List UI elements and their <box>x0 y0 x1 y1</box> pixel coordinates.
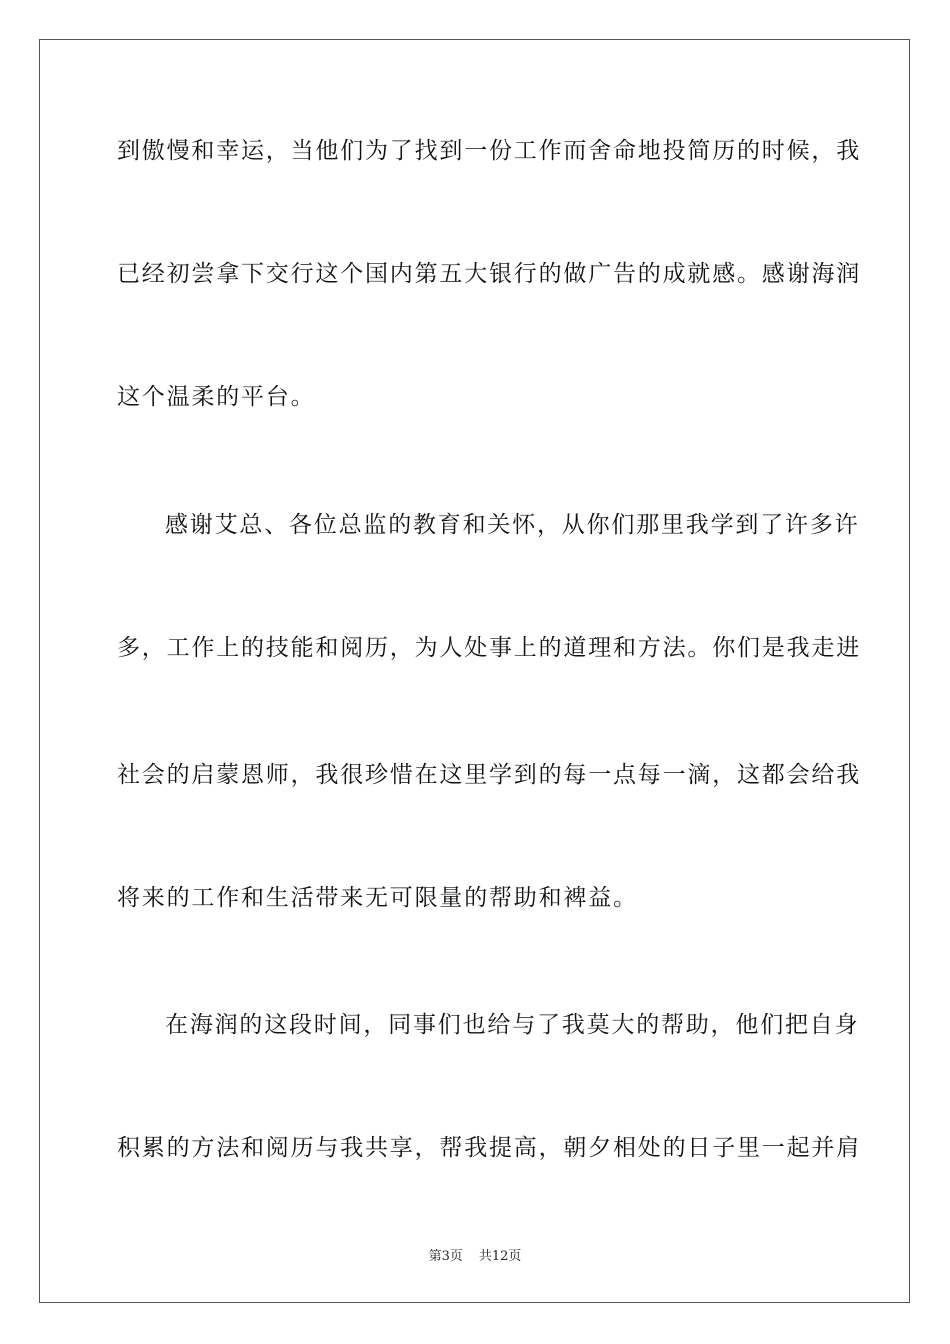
text-line: 将来的工作和生活带来无可限量的帮助和裨益。 <box>117 885 638 911</box>
text-line: 社会的启蒙恩师，我很珍惜在这里学到的每一点每一滴，这都会给我 <box>117 762 861 788</box>
text-line: 多，工作上的技能和阅历，为人处事上的道理和方法。你们是我走进 <box>117 635 861 661</box>
text-line: 这个温柔的平台。 <box>117 384 316 410</box>
paragraph-first-line: 在海润的这段时间，同事们也给与了我莫大的帮助，他们把自身 <box>165 1012 860 1038</box>
page-total: 共12页 <box>478 1249 522 1264</box>
page-number: 第3页 <box>428 1249 463 1264</box>
page-footer <box>0 1248 950 1266</box>
page-frame <box>39 39 910 1303</box>
text-line: 积累的方法和阅历与我共享，帮我提高，朝夕相处的日子里一起并肩 <box>117 1135 861 1161</box>
paragraph-first-line: 感谢艾总、各位总监的教育和关怀，从你们那里我学到了许多许 <box>165 512 860 538</box>
text-line: 已经初尝拿下交行这个国内第五大银行的做广告的成就感。感谢海润 <box>117 261 861 287</box>
text-line: 到傲慢和幸运，当他们为了找到一份工作而舍命地投简历的时候，我 <box>117 138 861 164</box>
